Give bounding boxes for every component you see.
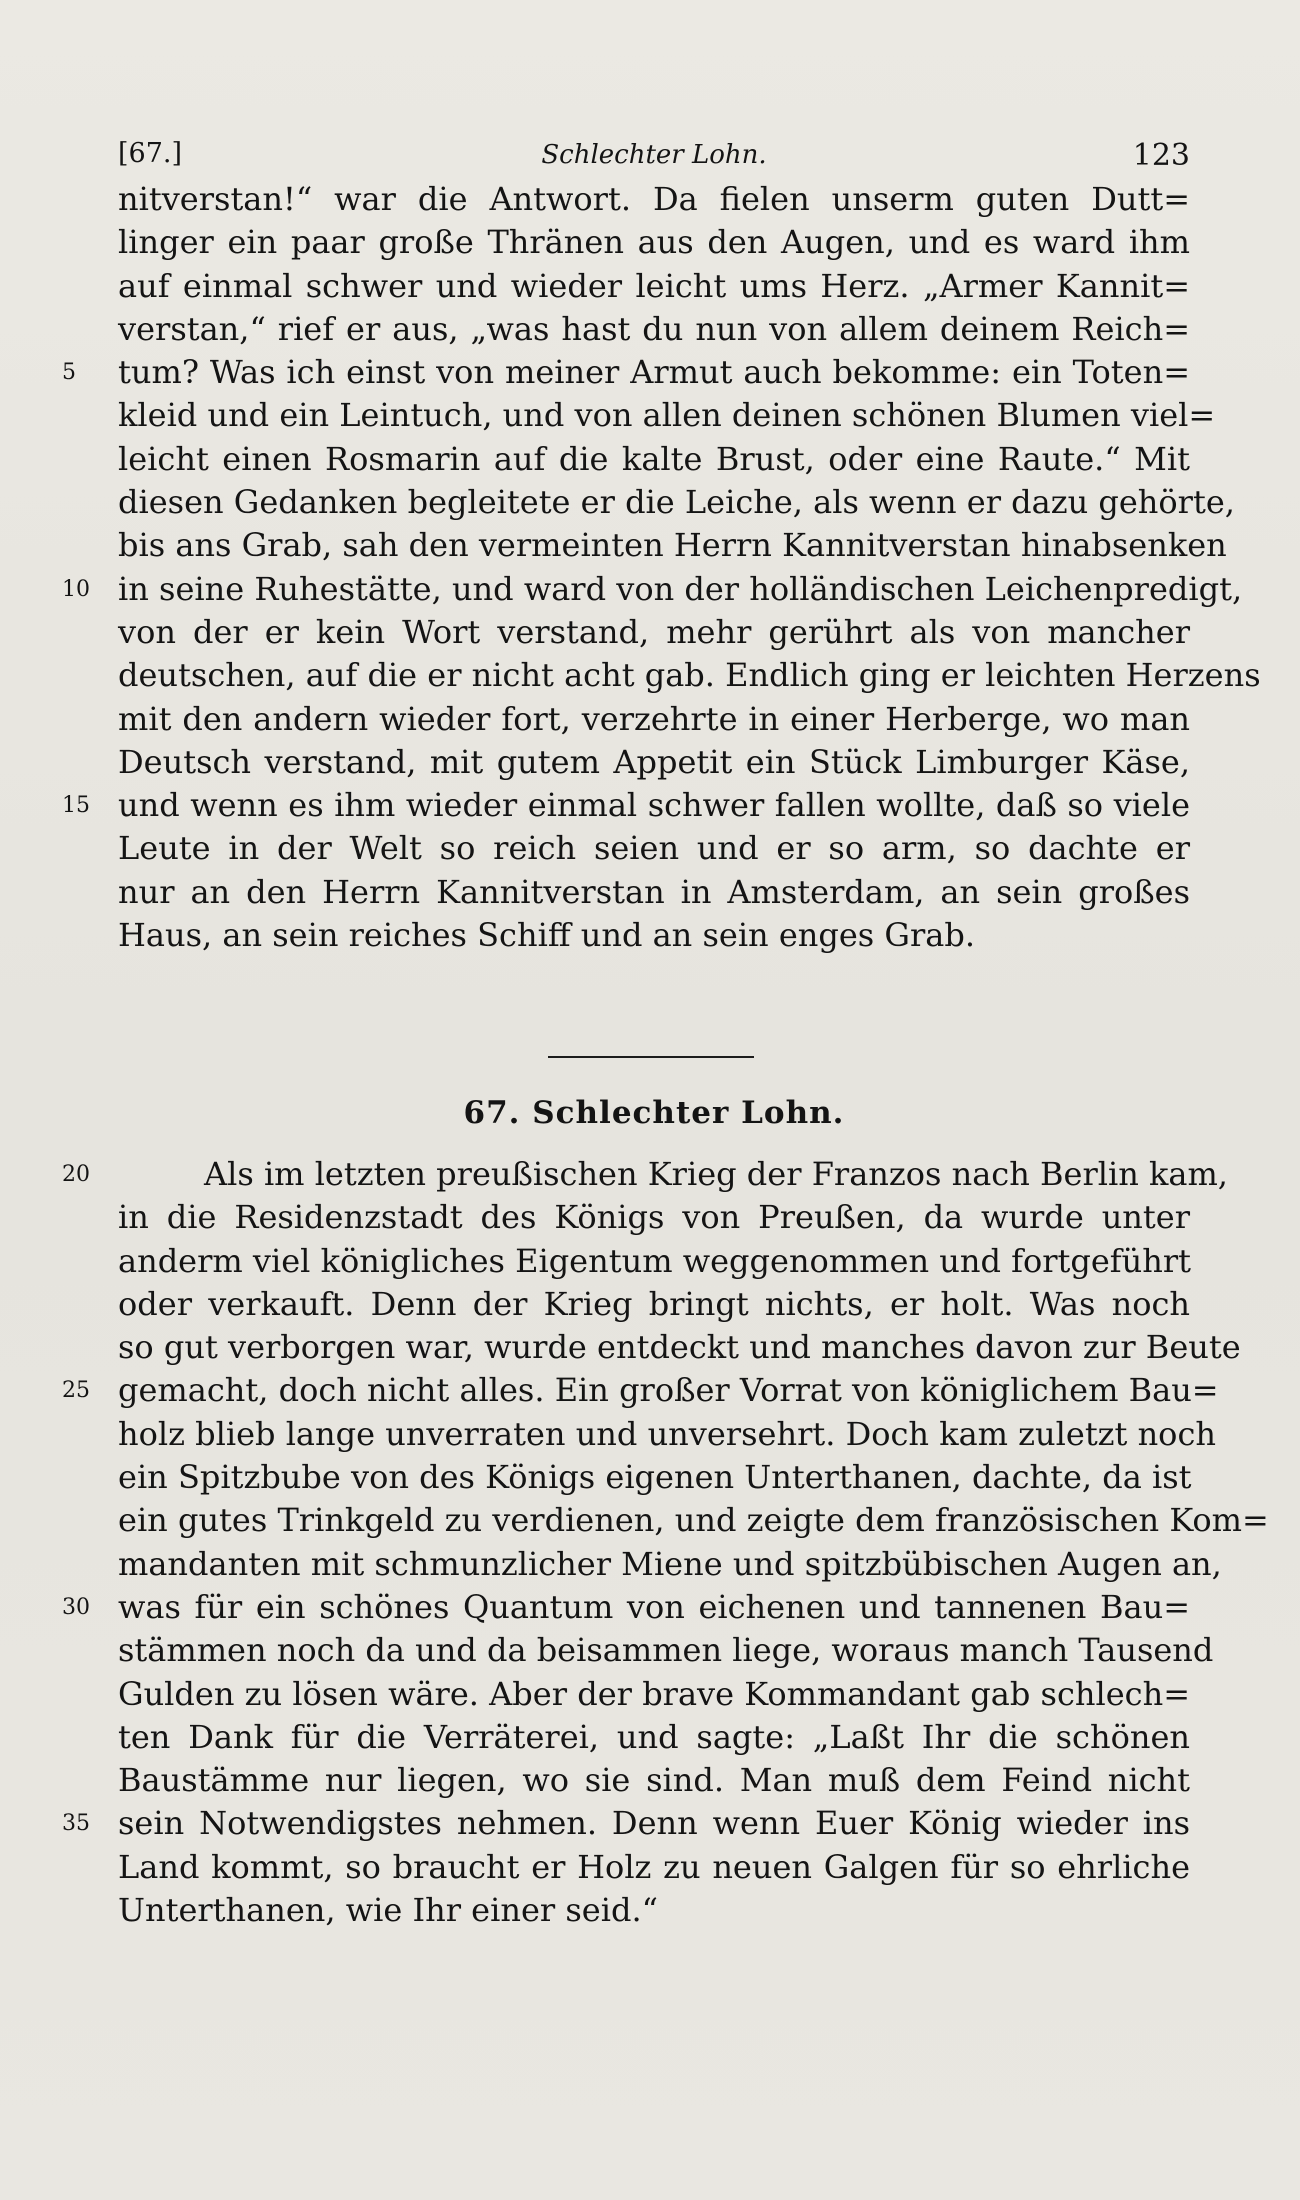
- running-title: Schlechter Lohn.: [541, 140, 767, 170]
- line-text: Deutsch verstand, mit gutem Appetit ein Stück Limburger Käse,: [118, 742, 1190, 781]
- line-text: so gut verborgen war, wurde entdeckt und manches davon zur Beute: [118, 1328, 1241, 1367]
- line-text: auf einmal schwer und wieder leicht ums Herz. „Armer Kannit=: [118, 266, 1190, 305]
- text-line: [118, 611, 1190, 654]
- line-text: Unterthanen, wie Ihr einer seid.“: [118, 1891, 658, 1930]
- text-block-story-67: [62, 1153, 1269, 1932]
- line-text: Gulden zu lösen wäre. Aber der brave Kommandant gab schlech=: [118, 1674, 1190, 1713]
- text-line: [118, 1629, 1214, 1672]
- line-number: 25: [62, 1378, 90, 1404]
- page-header: [118, 138, 1190, 178]
- line-text: deutschen, auf die er nicht acht gab. Endlich ging er leichten Herzens: [118, 656, 1261, 695]
- text-line: [118, 1283, 1190, 1326]
- line-text: ten Dank für die Verräterei, und sagte: „Laßt Ihr die schönen: [118, 1717, 1190, 1756]
- text-line: [62, 568, 1243, 611]
- text-line: [62, 1369, 1219, 1412]
- line-number: 15: [62, 793, 90, 819]
- text-line: [118, 827, 1190, 870]
- text-line: [118, 1456, 1190, 1499]
- text-line: [62, 784, 1190, 827]
- text-line: [118, 221, 1190, 264]
- line-text: in seine Ruhestätte, und ward von der holländischen Leichenpredigt,: [118, 569, 1243, 608]
- text-line: [118, 741, 1190, 784]
- line-text: nitverstan!“ war die Antwort. Da fielen unserm guten Dutt=: [118, 180, 1190, 218]
- text-line: [118, 178, 1190, 221]
- line-text: tum? Was ich einst von meiner Armut auch bekomme: ein Toten=: [118, 353, 1190, 392]
- line-text: linger ein paar große Thränen aus den Augen, und es ward ihm: [118, 223, 1190, 262]
- line-text: von der er kein Wort verstand, mehr gerührt als von mancher: [118, 612, 1190, 651]
- line-number: 35: [62, 1811, 90, 1837]
- text-line: [118, 914, 1190, 957]
- line-number: 10: [62, 576, 90, 602]
- section-title: 67. Schlechter Lohn.: [463, 1095, 845, 1131]
- line-text: gemacht, doch nicht alles. Ein großer Vorrat von königlichem Bau=: [118, 1371, 1219, 1410]
- line-text: Haus, an sein reiches Schiff und an sein enges Grab.: [118, 916, 975, 955]
- text-line: [118, 308, 1190, 351]
- text-line: [118, 1846, 1190, 1889]
- line-text: mit den andern wieder fort, verzehrte in einer Herberge, wo man: [118, 699, 1190, 738]
- line-text: Leute in der Welt so reich seien und er so arm, so dachte er: [118, 829, 1190, 868]
- line-text: in die Residenzstadt des Königs von Preußen, da wurde unter: [118, 1198, 1190, 1237]
- line-text: ein gutes Trinkgeld zu verdienen, und zeigte dem französischen Kom=: [118, 1501, 1269, 1540]
- line-text: stämmen noch da und da beisammen liege, woraus manch Tausend: [118, 1631, 1214, 1670]
- text-line: [62, 1153, 1228, 1196]
- line-text: oder verkauft. Denn der Krieg bringt nichts, er holt. Was noch: [118, 1284, 1190, 1323]
- line-text: anderm viel königliches Eigentum weggenommen und fortgeführt: [118, 1241, 1191, 1280]
- line-text: kleid und ein Leintuch, und von allen deinen schönen Blumen viel=: [118, 396, 1216, 435]
- line-text: mandanten mit schmunzlicher Miene und spitzbübischen Augen an,: [118, 1544, 1222, 1583]
- text-line: [118, 1716, 1190, 1759]
- text-line: [118, 481, 1235, 524]
- text-line: [118, 1889, 1190, 1932]
- line-text: Land kommt, so braucht er Holz zu neuen Galgen für so ehrliche: [118, 1847, 1190, 1886]
- text-line: [118, 1543, 1222, 1586]
- text-line: [118, 654, 1261, 697]
- section-divider: [548, 1056, 754, 1058]
- text-line: [118, 1326, 1241, 1369]
- text-line: [62, 351, 1190, 394]
- line-text: Baustämme nur liegen, wo sie sind. Man muß dem Feind nicht: [118, 1761, 1190, 1800]
- text-line: [118, 698, 1190, 741]
- line-text: bis ans Grab, sah den vermeinten Herrn Kannitverstan hinabsenken: [118, 526, 1227, 565]
- line-number: 5: [62, 360, 76, 386]
- line-text: diesen Gedanken begleitete er die Leiche, als wenn er dazu gehörte,: [118, 483, 1235, 522]
- text-line: [118, 1240, 1190, 1283]
- line-text: und wenn es ihm wieder einmal schwer fallen wollte, daß so viele: [118, 786, 1190, 825]
- line-number: 20: [62, 1162, 90, 1187]
- text-line: [118, 524, 1227, 567]
- text-line: [118, 1196, 1190, 1239]
- text-line: [62, 1586, 1190, 1629]
- text-line: [118, 1499, 1269, 1542]
- line-text: was für ein schönes Quantum von eichenen und tannenen Bau=: [118, 1587, 1190, 1626]
- text-line: [118, 265, 1190, 308]
- page-number: 123: [1132, 138, 1190, 173]
- line-text: sein Notwendigstes nehmen. Denn wenn Euer König wieder ins: [118, 1804, 1190, 1843]
- text-line: [118, 871, 1190, 914]
- section-reference: [67.]: [118, 138, 183, 169]
- line-text: leicht einen Rosmarin auf die kalte Brust, oder eine Raute.“ Mit: [118, 439, 1190, 478]
- text-line: [62, 1802, 1190, 1845]
- text-line: [118, 394, 1216, 437]
- line-text: Als im letzten preußischen Krieg der Franzos nach Berlin kam,: [204, 1155, 1228, 1193]
- text-line: [118, 1413, 1216, 1456]
- line-text: verstan,“ rief er aus, „was hast du nun von allem deinem Reich=: [118, 309, 1190, 348]
- line-text: nur an den Herrn Kannitverstan in Amsterdam, an sein großes: [118, 872, 1190, 911]
- text-block-continued-story: [62, 178, 1261, 957]
- text-line: [118, 1673, 1190, 1716]
- line-text: holz blieb lange unverraten und unversehrt. Doch kam zuletzt noch: [118, 1414, 1216, 1453]
- text-line: [118, 1759, 1190, 1802]
- text-line: [118, 438, 1190, 481]
- line-text: ein Spitzbube von des Königs eigenen Unterthanen, dachte, da ist: [118, 1458, 1192, 1497]
- line-number: 30: [62, 1594, 90, 1620]
